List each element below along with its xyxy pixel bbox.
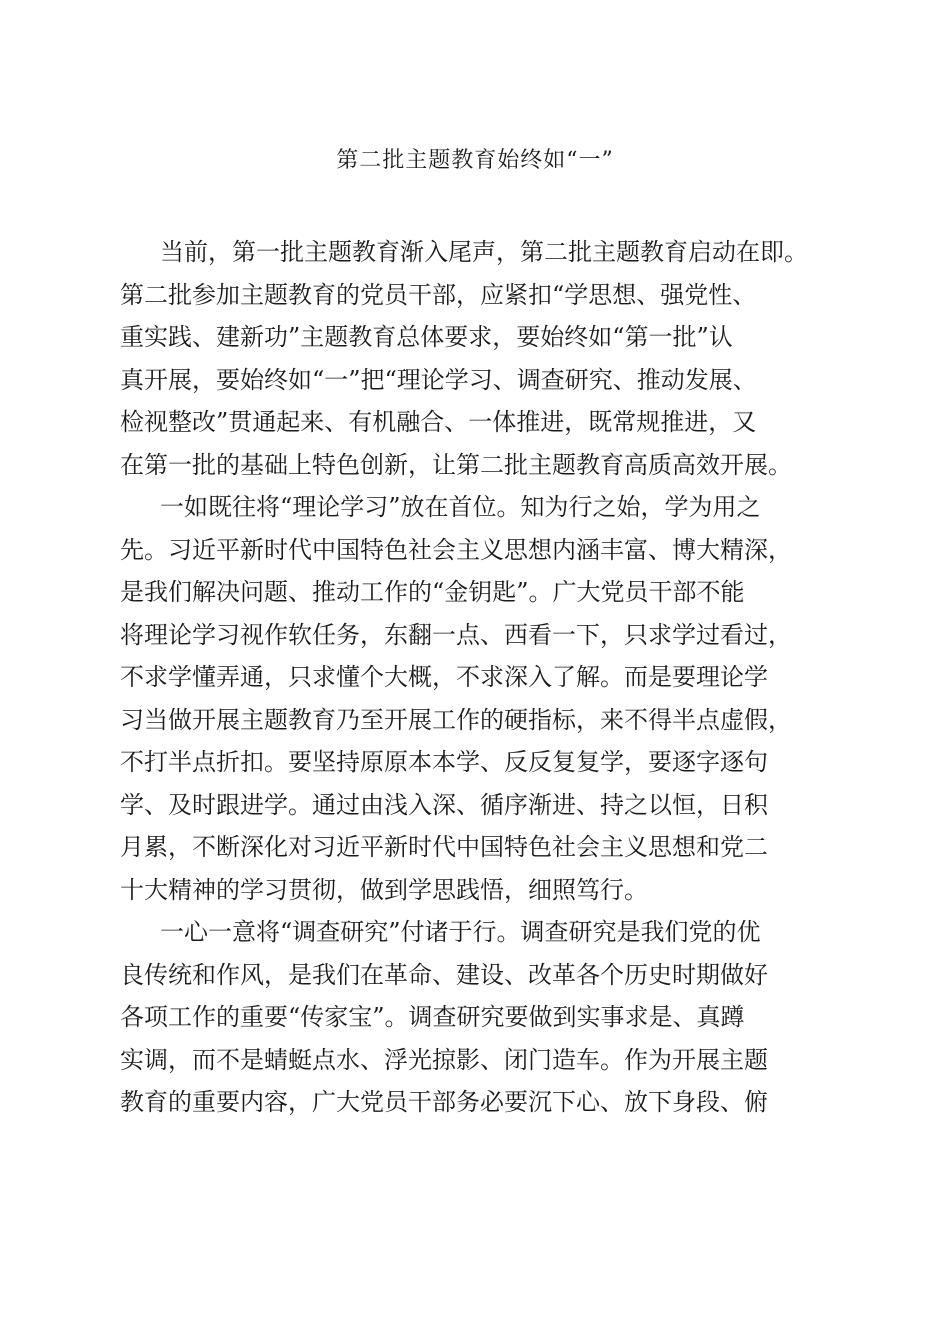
paragraph-3-line: 教育的重要内容，广大党员干部务必要沉下心、放下身段、俯 — [120, 1088, 768, 1116]
paragraph-1-line: 当前，第一批主题教育渐入尾声，第二批主题教育启动在即。 — [160, 238, 808, 266]
paragraph-3-line: 各项工作的重要“传家宝”。调查研究要做到实事求是、真蹲 — [120, 1003, 745, 1031]
paragraph-3-line: 实调，而不是蜻蜓点水、浮光掠影、闭门造车。作为开展主题 — [120, 1045, 768, 1074]
document-body — [120, 232, 840, 1125]
paragraph-3-line: 一心一意将“调查研究”付诸于行。调查研究是我们党的优 — [160, 918, 761, 946]
paragraph-1-line: 重实践、建新功”主题教育总体要求，要始终如“第一批”认 — [120, 323, 733, 351]
paragraph-1-line: 真开展，要始终如“一”把“理论学习、调查研究、推动发展、 — [120, 365, 757, 394]
paragraph-2-line: 一如既往将“理论学习”放在首位。知为行之始，学为用之 — [160, 493, 761, 521]
paragraph-2-line: 习当做开展主题教育乃至开展工作的硬指标，来不得半点虚假， — [120, 705, 792, 734]
paragraph-1-line: 检视整改”贯通起来、有机融合、一体推进，既常规推进，又 — [120, 408, 757, 436]
paragraph-2-line: 不求学懂弄通，只求懂个大概，不求深入了解。而是要理论学 — [120, 663, 768, 691]
document-title: 第二批主题教育始终如“一” — [336, 148, 614, 173]
paragraph-2-line: 先。习近平新时代中国特色社会主义思想内涵丰富、博大精深， — [120, 535, 792, 564]
paragraph-2-line: 不打半点折扣。要坚持原原本本学、反反复复学，要逐字逐句 — [120, 748, 768, 776]
paragraph-2-line: 是我们解决问题、推动工作的“金钥匙”。广大党员干部不能 — [120, 578, 745, 606]
paragraph-1-line: 在第一批的基础上特色创新，让第二批主题教育高质高效开展。 — [120, 450, 792, 479]
paragraph-2-line: 学、及时跟进学。通过由浅入深、循序渐进、持之以恒，日积 — [120, 790, 768, 819]
paragraph-2-line: 十大精神的学习贯彻，做到学思践悟，细照笃行。 — [120, 875, 648, 904]
paragraph-2-line: 月累，不断深化对习近平新时代中国特色社会主义思想和党二 — [120, 833, 768, 861]
paragraph-1-line: 第二批参加主题教育的党员干部，应紧扣“学思想、强党性、 — [120, 280, 757, 309]
paragraph-3-line: 良传统和作风，是我们在革命、建设、改革各个历史时期做好 — [120, 960, 768, 989]
paragraph-2-line: 将理论学习视作软任务，东翻一点、西看一下，只求学过看过， — [120, 620, 792, 649]
